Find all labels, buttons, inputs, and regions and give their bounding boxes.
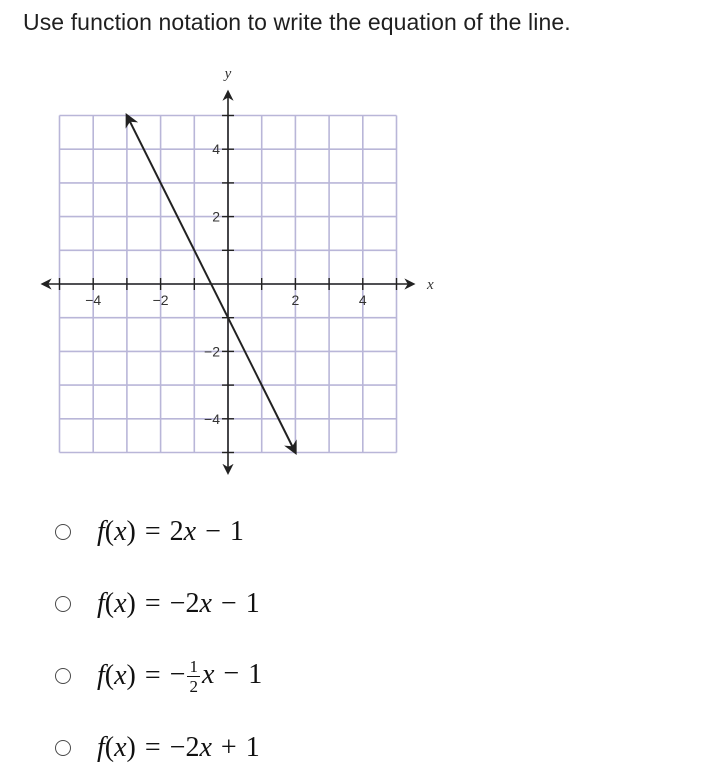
y-tick-label: 4 — [212, 141, 220, 158]
radio-button[interactable] — [55, 524, 71, 540]
y-axis-label: y — [224, 70, 232, 82]
x-tick-label: −2 — [152, 292, 169, 308]
radio-button[interactable] — [55, 740, 71, 756]
x-tick-label: −4 — [85, 292, 102, 308]
radio-button[interactable] — [55, 668, 71, 684]
x-axis-label: x — [427, 277, 434, 293]
answer-choice-1[interactable] — [55, 508, 455, 556]
choice-equation: f ( x ) = −2x − 1 — [97, 588, 260, 619]
tick-labels — [85, 70, 434, 427]
x-tick-label: 2 — [291, 292, 300, 308]
choice-equation: f ( x ) = 2x − 1 — [97, 516, 244, 547]
choice-equation: f ( x ) = −2x + 1 — [97, 732, 260, 763]
y-tick-label: −2 — [204, 343, 220, 360]
coordinate-graph — [28, 70, 448, 490]
answer-choice-2[interactable] — [55, 580, 455, 628]
choice-equation: f ( x ) = − $\frac{1}{2}$ x − 1 — [97, 656, 263, 696]
question-prompt: Use function notation to write the equation of the line. — [23, 9, 571, 35]
x-tick-label: 4 — [358, 292, 367, 308]
y-tick-label: 2 — [212, 208, 220, 225]
answer-choice-3[interactable] — [55, 652, 455, 700]
radio-button[interactable] — [55, 596, 71, 612]
y-tick-label: −4 — [204, 410, 220, 427]
answer-choice-4[interactable] — [55, 724, 455, 772]
